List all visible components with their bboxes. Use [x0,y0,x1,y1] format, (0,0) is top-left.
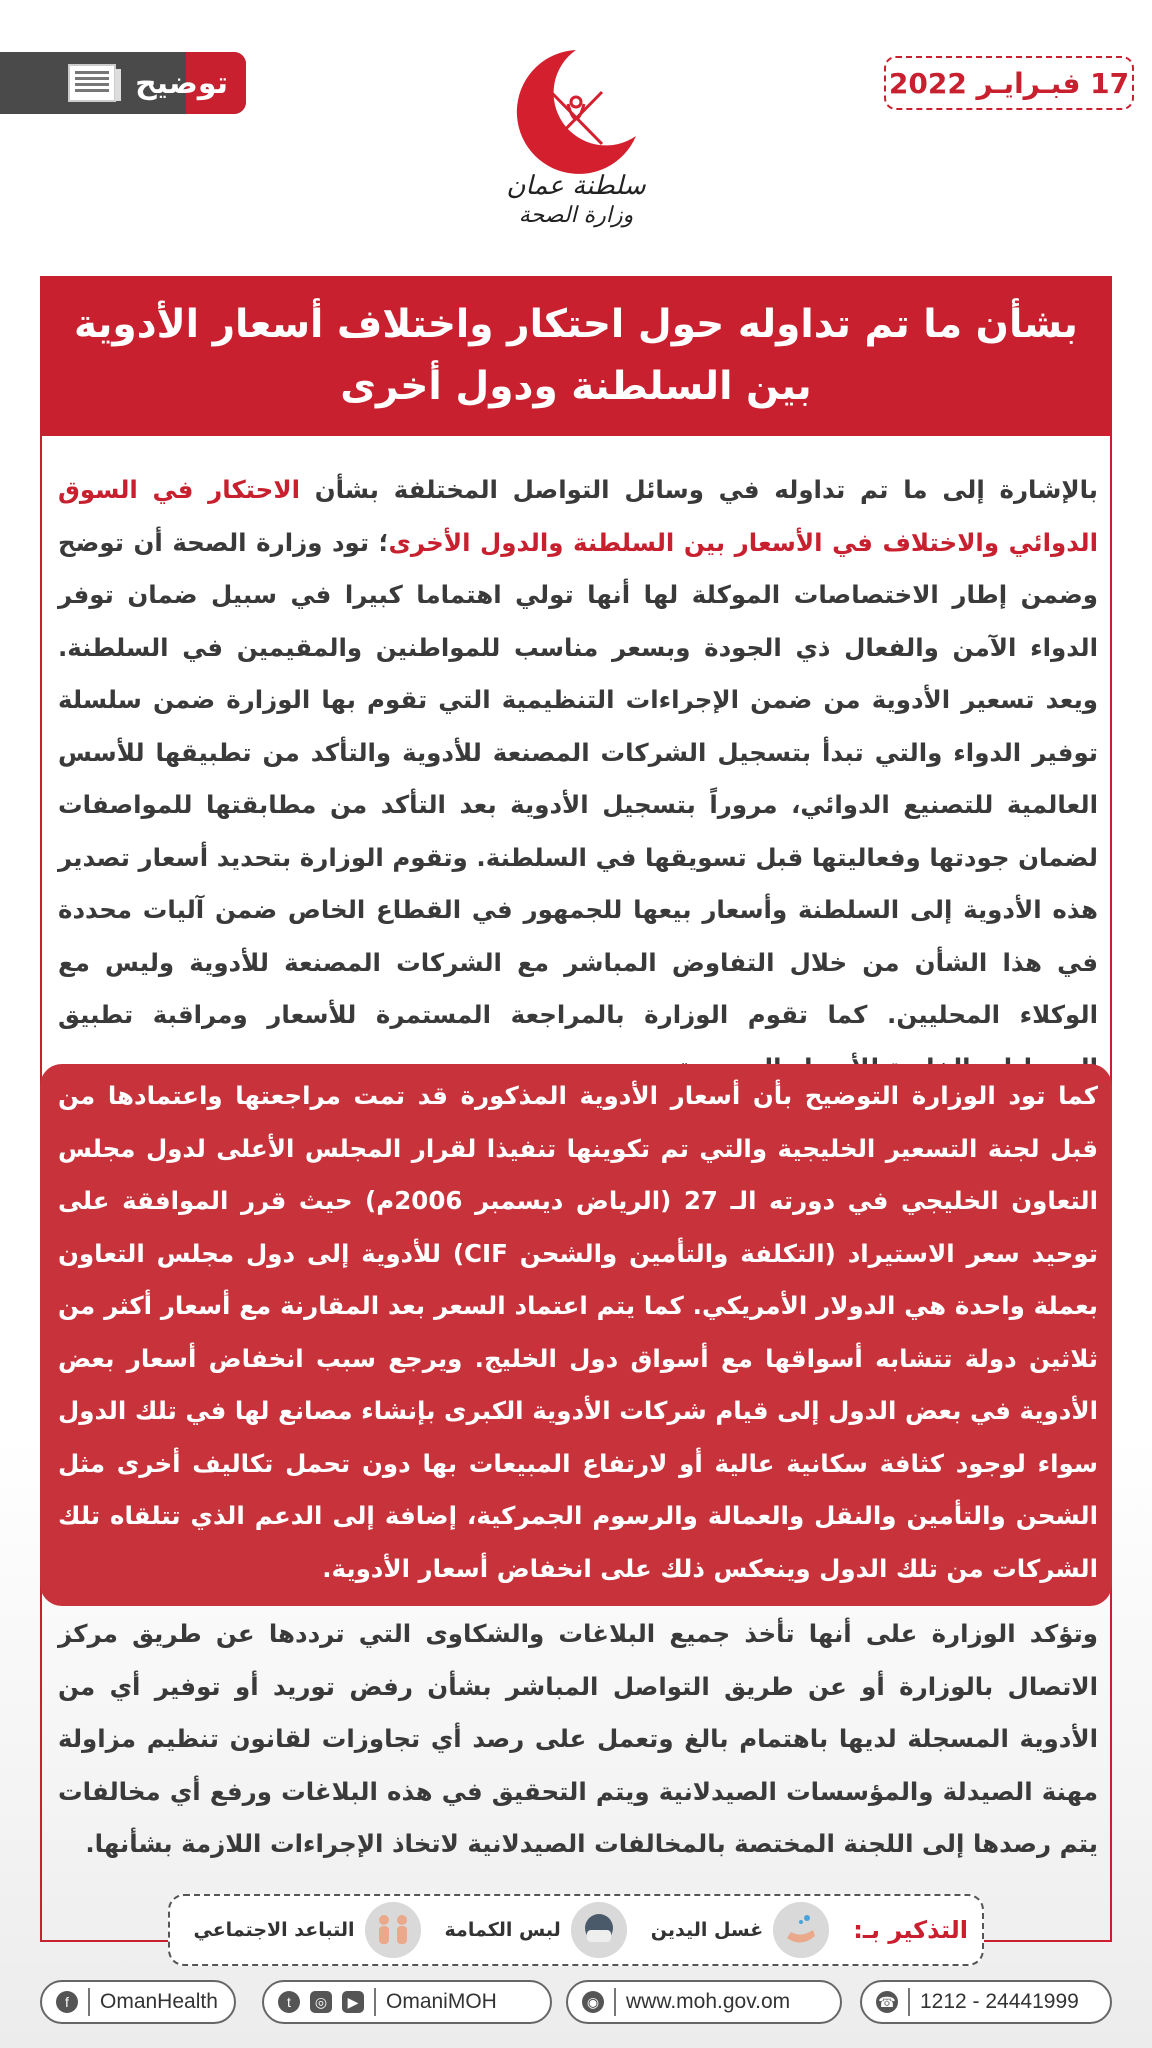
tip-hand-wash [651,1902,830,1958]
instagram-icon: ◎ [310,1991,332,2013]
date-badge [884,56,1134,110]
youtube-icon: ▶ [342,1991,364,2013]
reminder-title: التذكير بـ: [853,1916,968,1944]
social-handle: OmaniMOH [386,1990,497,2013]
paragraph-intro [58,464,1098,1094]
paragraph-intro-part2: ؛ تود وزارة الصحة أن توضح وضمن إطار الاختصاصات الموكلة لها أنها تولي اهتماما كبيرا في سبيل ضمان توفر الدواء الآمن والفعال ذي الجودة وبسعر مناسب للمواطنين والمقيمين في السلطنة. ويعد تسعير الأدوية من ضمن الإجراءات التنظيمية التي تقوم بها الوزارة ضمن سلسلة توفير الدواء والتي تبدأ بتسجيل الشركات المصنعة للأدوية والتأكد من تطبيقها للأسس العالمية للتصنيع الدوائي، مروراً بتسجيل الأدوية بعد التأكد من مطابقتها للمواصفات لضمان جودتها وفعاليتها قبل تسويقها في السلطنة. وتقوم الوزارة بتحديد أسعار تصدير هذه الأدوية إلى السلطنة وأسعار بيعها للجمهور في القطاع الخاص ضمن آليات محددة في هذا الشأن من خلال التفاوض المباشر مع الشركات المصنعة للأدوية وليس مع الوكلاء المحليين. كما تقوم الوزارة بالمراجعة المستمرة للأسعار ومراقبة تطبيق [58,527,1098,1029]
explanation-tag [0,52,246,114]
face-mask-icon [571,1902,627,1958]
hand-wash-icon [773,1902,829,1958]
title-line-2: بين السلطنة ودول أخرى [340,364,812,409]
ministry-logo [496,44,656,244]
paragraph-pricing: كما تود الوزارة التوضيح بأن أسعار الأدوية المذكورة قد تمت مراجعتها واعتمادها من قبل لجنة التسعير الخليجية والتي تم تكوينها تنفيذا لقرار المجلس الأعلى لدول مجلس التعاون الخليجي في دورته الـ 27 (الرياض ديسمبر 2006م) حيث قرر الموافقة على توحيد سعر الاستيراد (التكلفة والتأمين والشحن CIF) للأدوية إلى دول مجلس التعاون بعملة واحدة هي الدولار الأمريكي. كما يتم اعتماد السعر بعد المقارنة مع أسعار أكثر من ثلاثين دولة تتشابه أسواقها مع أسواق دول الخليج. ويرجع سبب انخفاض أسعار بعض الأدوية في بعض الدول إلى قيام شركات الأدوية الكبرى بإنشاء مصانع لها في تلك الدول سواء لوجود كثافة سكانية عالية أو لارتفاع المبيعات بها دون تحمل تكاليف أخرى مثل الشحن والتأمين والنقل والعمالة والرسوم الجمركية، إضافة إلى الدعم الذي تتلقاه تلك الشركات من تلك الدول وينعكس ذلك على انخفاض أسعار الأدوية. [58,1081,1098,1583]
title-line-1: بشأن ما تم تداوله حول احتكار واختلاف أسعار الأدوية [74,302,1078,347]
contact-footer [0,1980,1152,2028]
date-text: 17 فبـرايـر 2022 [888,66,1130,100]
phone-number: 1212 - 24441999 [920,1990,1079,2013]
reminder-strip [168,1894,984,1966]
facebook-link[interactable] [40,1980,236,2024]
facebook-handle: OmanHealth [100,1990,218,2013]
website-url: www.moh.gov.om [626,1990,791,2013]
paragraph-intro-highlight: الاحتكار في السوق الدوائي والاختلاف في الأسعار بين السلطنة والدول الأخرى [58,475,1098,557]
svg-text:سلطنة عمان: سلطنة عمان [506,171,646,201]
twitter-icon: t [278,1991,300,2013]
phone-link[interactable] [860,1980,1112,2024]
paragraph-complaints: وتؤكد الوزارة على أنها تأخذ جميع البلاغات والشكاوى التي ترددها عن طريق مركز الاتصال بالوزارة أو عن طريق التواصل المباشر بشأن رفض توريد أو توفير أي من الأدوية المسجلة لديها باهتمام بالغ وتعمل على رصد أي تجاوزات لقانون تنظيم مزاولة مهنة الصيدلة والمؤسسات الصيدلانية ويتم التحقيق في هذه البلاغات ورفع أي مخالفات يتم رصدها إلى اللجنة المختصة بالمخالفات الصيدلانية لاتخاذ الإجراءات اللازمة بشأنها. [58,1619,1098,1858]
tip-social-distance-label: التباعد الاجتماعي [193,1919,355,1941]
page-title [40,276,1112,436]
globe-icon: ◉ [582,1991,604,2013]
tip-face-mask-label: لبس الكمامة [444,1919,561,1941]
tip-social-distance [193,1902,420,1958]
tag-label: توضيح [135,65,228,101]
social-links[interactable] [262,1980,552,2024]
tip-hand-wash-label: غسل اليدين [650,1919,764,1941]
tip-face-mask [445,1902,627,1958]
website-link[interactable] [566,1980,842,2024]
document-icon [65,61,125,105]
facebook-icon: f [56,1991,78,2013]
phone-icon: ☎ [876,1991,898,2013]
social-distance-icon [365,1902,421,1958]
svg-text:وزارة الصحة: وزارة الصحة [518,203,634,228]
paragraph-intro-part1: بالإشارة إلى ما تم تداوله في وسائل التواصل المختلفة بشأن [300,475,1098,504]
